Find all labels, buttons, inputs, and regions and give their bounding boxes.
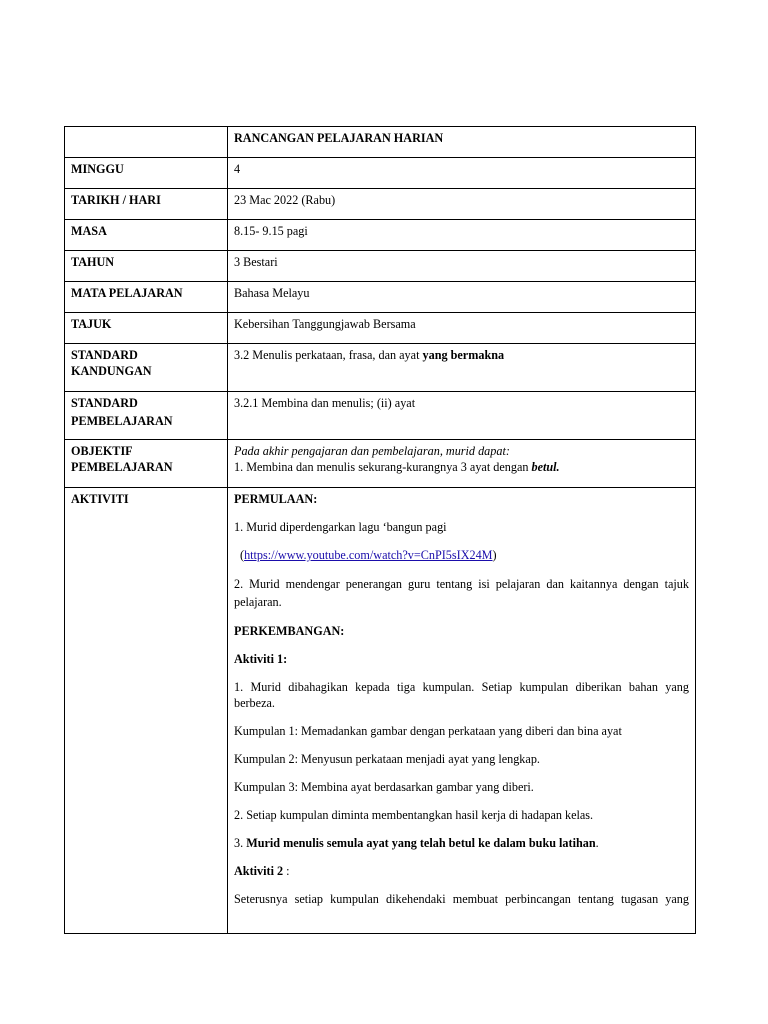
title-empty-cell (65, 127, 228, 158)
perkembangan-heading: PERKEMBANGAN: (234, 624, 345, 638)
label-tahun: TAHUN (65, 251, 228, 282)
row-standard-pembelajaran (65, 392, 696, 440)
link-open-paren: ( (240, 548, 245, 562)
title-row (65, 127, 696, 158)
label-standard-kandungan (65, 344, 228, 392)
link-close-paren: ) (492, 548, 497, 562)
row-masa (65, 220, 696, 251)
label-obj-line2: PEMBELAJARAN (71, 460, 173, 474)
permulaan-item-1: 1. Murid diperdengarkan lagu ‘bangun pagi (234, 520, 447, 534)
value-minggu: 4 (228, 158, 696, 189)
objektif-item (234, 459, 689, 475)
label-obj-line1: OBJEKTIF (71, 444, 133, 458)
item-3-number: 3. (234, 836, 247, 850)
value-objektif (228, 440, 696, 488)
label-sp-line2: PEMBELAJARAN (71, 414, 173, 428)
row-standard-kandungan (65, 344, 696, 392)
kumpulan-1: Kumpulan 1: Memadankan gambar dengan perkataan yang diberi dan bina ayat (234, 724, 622, 738)
label-tajuk: TAJUK (65, 313, 228, 344)
sk-text: 3.2 Menulis perkataan, frasa, dan ayat (234, 348, 423, 362)
sk-bold-text: yang bermakna (422, 348, 505, 362)
aktiviti-1-item-3 (234, 835, 689, 851)
value-tajuk: Kebersihan Tanggungjawab Bersama (228, 313, 696, 344)
aktiviti-2-colon: : (283, 864, 290, 878)
row-tajuk (65, 313, 696, 344)
lesson-plan-sheet (64, 126, 696, 934)
label-sk-line2: KANDUNGAN (71, 364, 152, 378)
aktiviti-2-heading: Aktiviti 2 (234, 864, 284, 878)
row-minggu (65, 158, 696, 189)
permulaan-item-2: 2. Murid mendengar penerangan guru tentang isi pelajaran dan kaitannya dengan tajuk pelajaran. (234, 577, 689, 609)
value-tarikh: 23 Mac 2022 (Rabu) (228, 189, 696, 220)
objektif-item-bold: betul. (531, 460, 560, 474)
link-line (234, 547, 689, 563)
label-mata-pelajaran: MATA PELAJARAN (65, 282, 228, 313)
aktiviti-2-item-1: Seterusnya setiap kumpulan dikehendaki membuat perbincangan tentang tugasan yang (234, 892, 689, 906)
label-sk-line1: STANDARD (71, 348, 138, 362)
value-masa: 8.15- 9.15 pagi (228, 220, 696, 251)
value-tahun: 3 Bestari (228, 251, 696, 282)
value-standard-kandungan (228, 344, 696, 392)
item-3-period: . (595, 836, 599, 850)
lesson-plan-table (64, 126, 696, 934)
objektif-intro: Pada akhir pengajaran dan pembelajaran, murid dapat: (234, 444, 510, 458)
label-aktiviti: AKTIVITI (65, 488, 228, 934)
value-mata-pelajaran: Bahasa Melayu (228, 282, 696, 313)
youtube-link[interactable]: https://www.youtube.com/watch?v=CnPI5sIX24M (244, 548, 493, 562)
label-sp-line1: STANDARD (71, 396, 138, 410)
row-mata-pelajaran (65, 282, 696, 313)
row-tahun (65, 251, 696, 282)
label-standard-pembelajaran (65, 392, 228, 440)
aktiviti-1-heading: Aktiviti 1: (234, 652, 288, 666)
permulaan-heading: PERMULAAN: (234, 492, 318, 506)
item-3-bold-text: Murid menulis semula ayat yang telah betul ke dalam buku latihan (246, 836, 596, 850)
value-aktiviti (228, 488, 696, 934)
document-title: RANCANGAN PELAJARAN HARIAN (228, 127, 696, 158)
aktiviti-2-heading-line (234, 863, 689, 879)
objektif-item-text: 1. Membina dan menulis sekurang-kurangnya 3 ayat dengan (234, 460, 532, 474)
kumpulan-2: Kumpulan 2: Menyusun perkataan menjadi ayat yang lengkap. (234, 752, 540, 766)
label-tarikh: TARIKH / HARI (65, 189, 228, 220)
aktiviti-1-item-1: 1. Murid dibahagikan kepada tiga kumpulan. Setiap kumpulan diberikan bahan yang berbeza. (234, 680, 689, 710)
aktiviti-1-item-2: 2. Setiap kumpulan diminta membentangkan hasil kerja di hadapan kelas. (234, 808, 594, 822)
row-tarikh (65, 189, 696, 220)
value-standard-pembelajaran: 3.2.1 Membina dan menulis; (ii) ayat (228, 392, 696, 440)
kumpulan-3: Kumpulan 3: Membina ayat berdasarkan gambar yang diberi. (234, 780, 534, 794)
label-minggu: MINGGU (65, 158, 228, 189)
row-objektif (65, 440, 696, 488)
label-masa: MASA (65, 220, 228, 251)
row-aktiviti (65, 488, 696, 934)
label-objektif (65, 440, 228, 488)
